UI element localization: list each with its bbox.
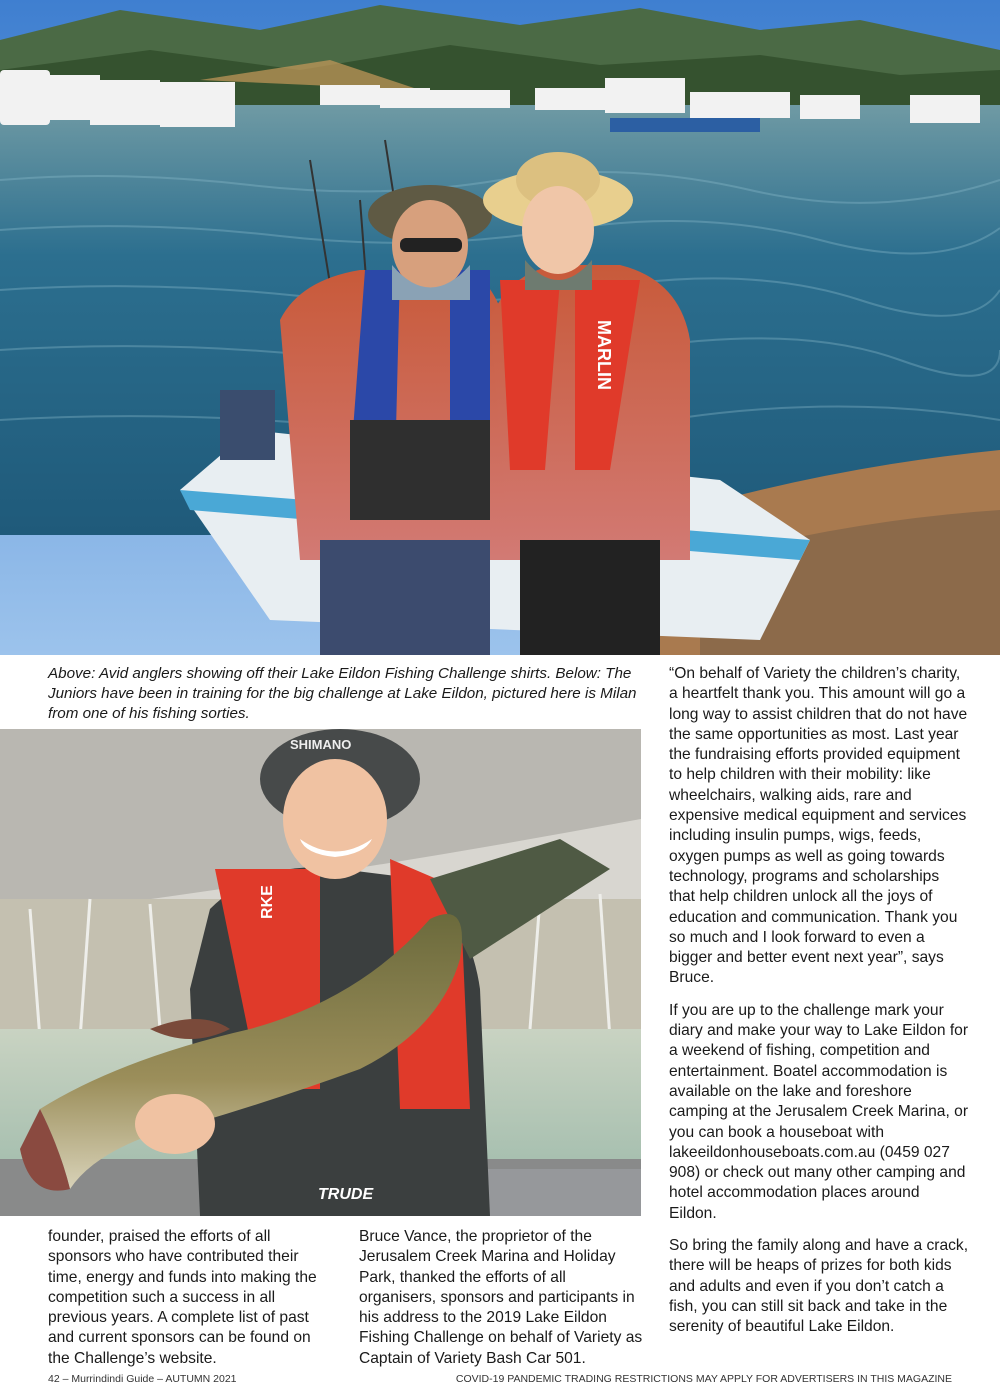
paragraph-founder-praise: founder, praised the efforts of all sponsors who have contributed their time, energy and funds into making the competition such a success in all previous years. A complete list of past and current sponsors can be found on the Challenge’s website. xyxy=(48,1228,317,1367)
paragraph-bring-family: So bring the family along and have a crack, there will be heaps of prizes for both kids and adults and even if you don’t catch a fish, you can still sit back and take in the serenity of beautiful Lake Eildon. xyxy=(669,1237,969,1336)
cap-brand: SHIMANO xyxy=(290,737,352,752)
vest-lettering-junior: RKE xyxy=(259,885,276,919)
boat-brand: TRUDE xyxy=(318,1186,374,1203)
article-column-middle xyxy=(359,1227,644,1381)
paragraph-challenge-invite: If you are up to the challenge mark your diary and make your way to Lake Eildon for a weekend of fishing, competition and entertainment. Boatel accommodation is available on the lake and foreshore camping at the Jerusalem Creek Marina, or you can book a houseboat with lakeeildonhouseboats.com.au (0459 027 908) or check out many other camping and hotel accommodation places around Eildon. xyxy=(669,1001,969,1222)
article-column-left xyxy=(48,1227,333,1381)
paragraph-bruce-vance: Bruce Vance, the proprietor of the Jerusalem Creek Marina and Holiday Park, thanked the efforts of all organisers, sponsors and participants in his address to the 2019 Lake Eildon Fishing Challenge on behalf of Variety as Captain of Variety Bash Car 501. xyxy=(359,1228,643,1367)
vest-lettering: MARLIN xyxy=(594,320,614,390)
footer-disclaimer: COVID-19 PANDEMIC TRADING RESTRICTIONS MAY APPLY FOR ADVERTISERS IN THIS MAGAZINE xyxy=(455,1373,952,1385)
photo-anglers-lake-eildon xyxy=(0,0,1000,655)
photo-caption: Above: Avid anglers showing off their Lake Eildon Fishing Challenge shirts. Below: The Juniors have been in training for the big challenge at Lake Eildon, pictured here is Milan from one of his fishing sorties. xyxy=(48,665,637,722)
footer-page-info: 42 – Murrindindi Guide – AUTUMN 2021 xyxy=(48,1373,237,1385)
paragraph-variety-thanks: “On behalf of Variety the children’s charity, a heartfelt thank you. This amount will go a long way to assist children that do not have the same opportunities as most. Last year the fundraising efforts provided equipment to help children with their mobility: like wheelchairs, walking aids, rare and expensive medical equipment and services including insulin pumps, wigs, feeds, oxygen pumps as well as going towards technology, programs and scholarships that help children unlock all the joys of education and communication. Thank you so much and I look forward to even a bigger and better event next year”, says Bruce. xyxy=(669,665,968,987)
article-column-right xyxy=(669,664,969,1350)
photo-junior-angler-with-fish xyxy=(0,729,641,1216)
